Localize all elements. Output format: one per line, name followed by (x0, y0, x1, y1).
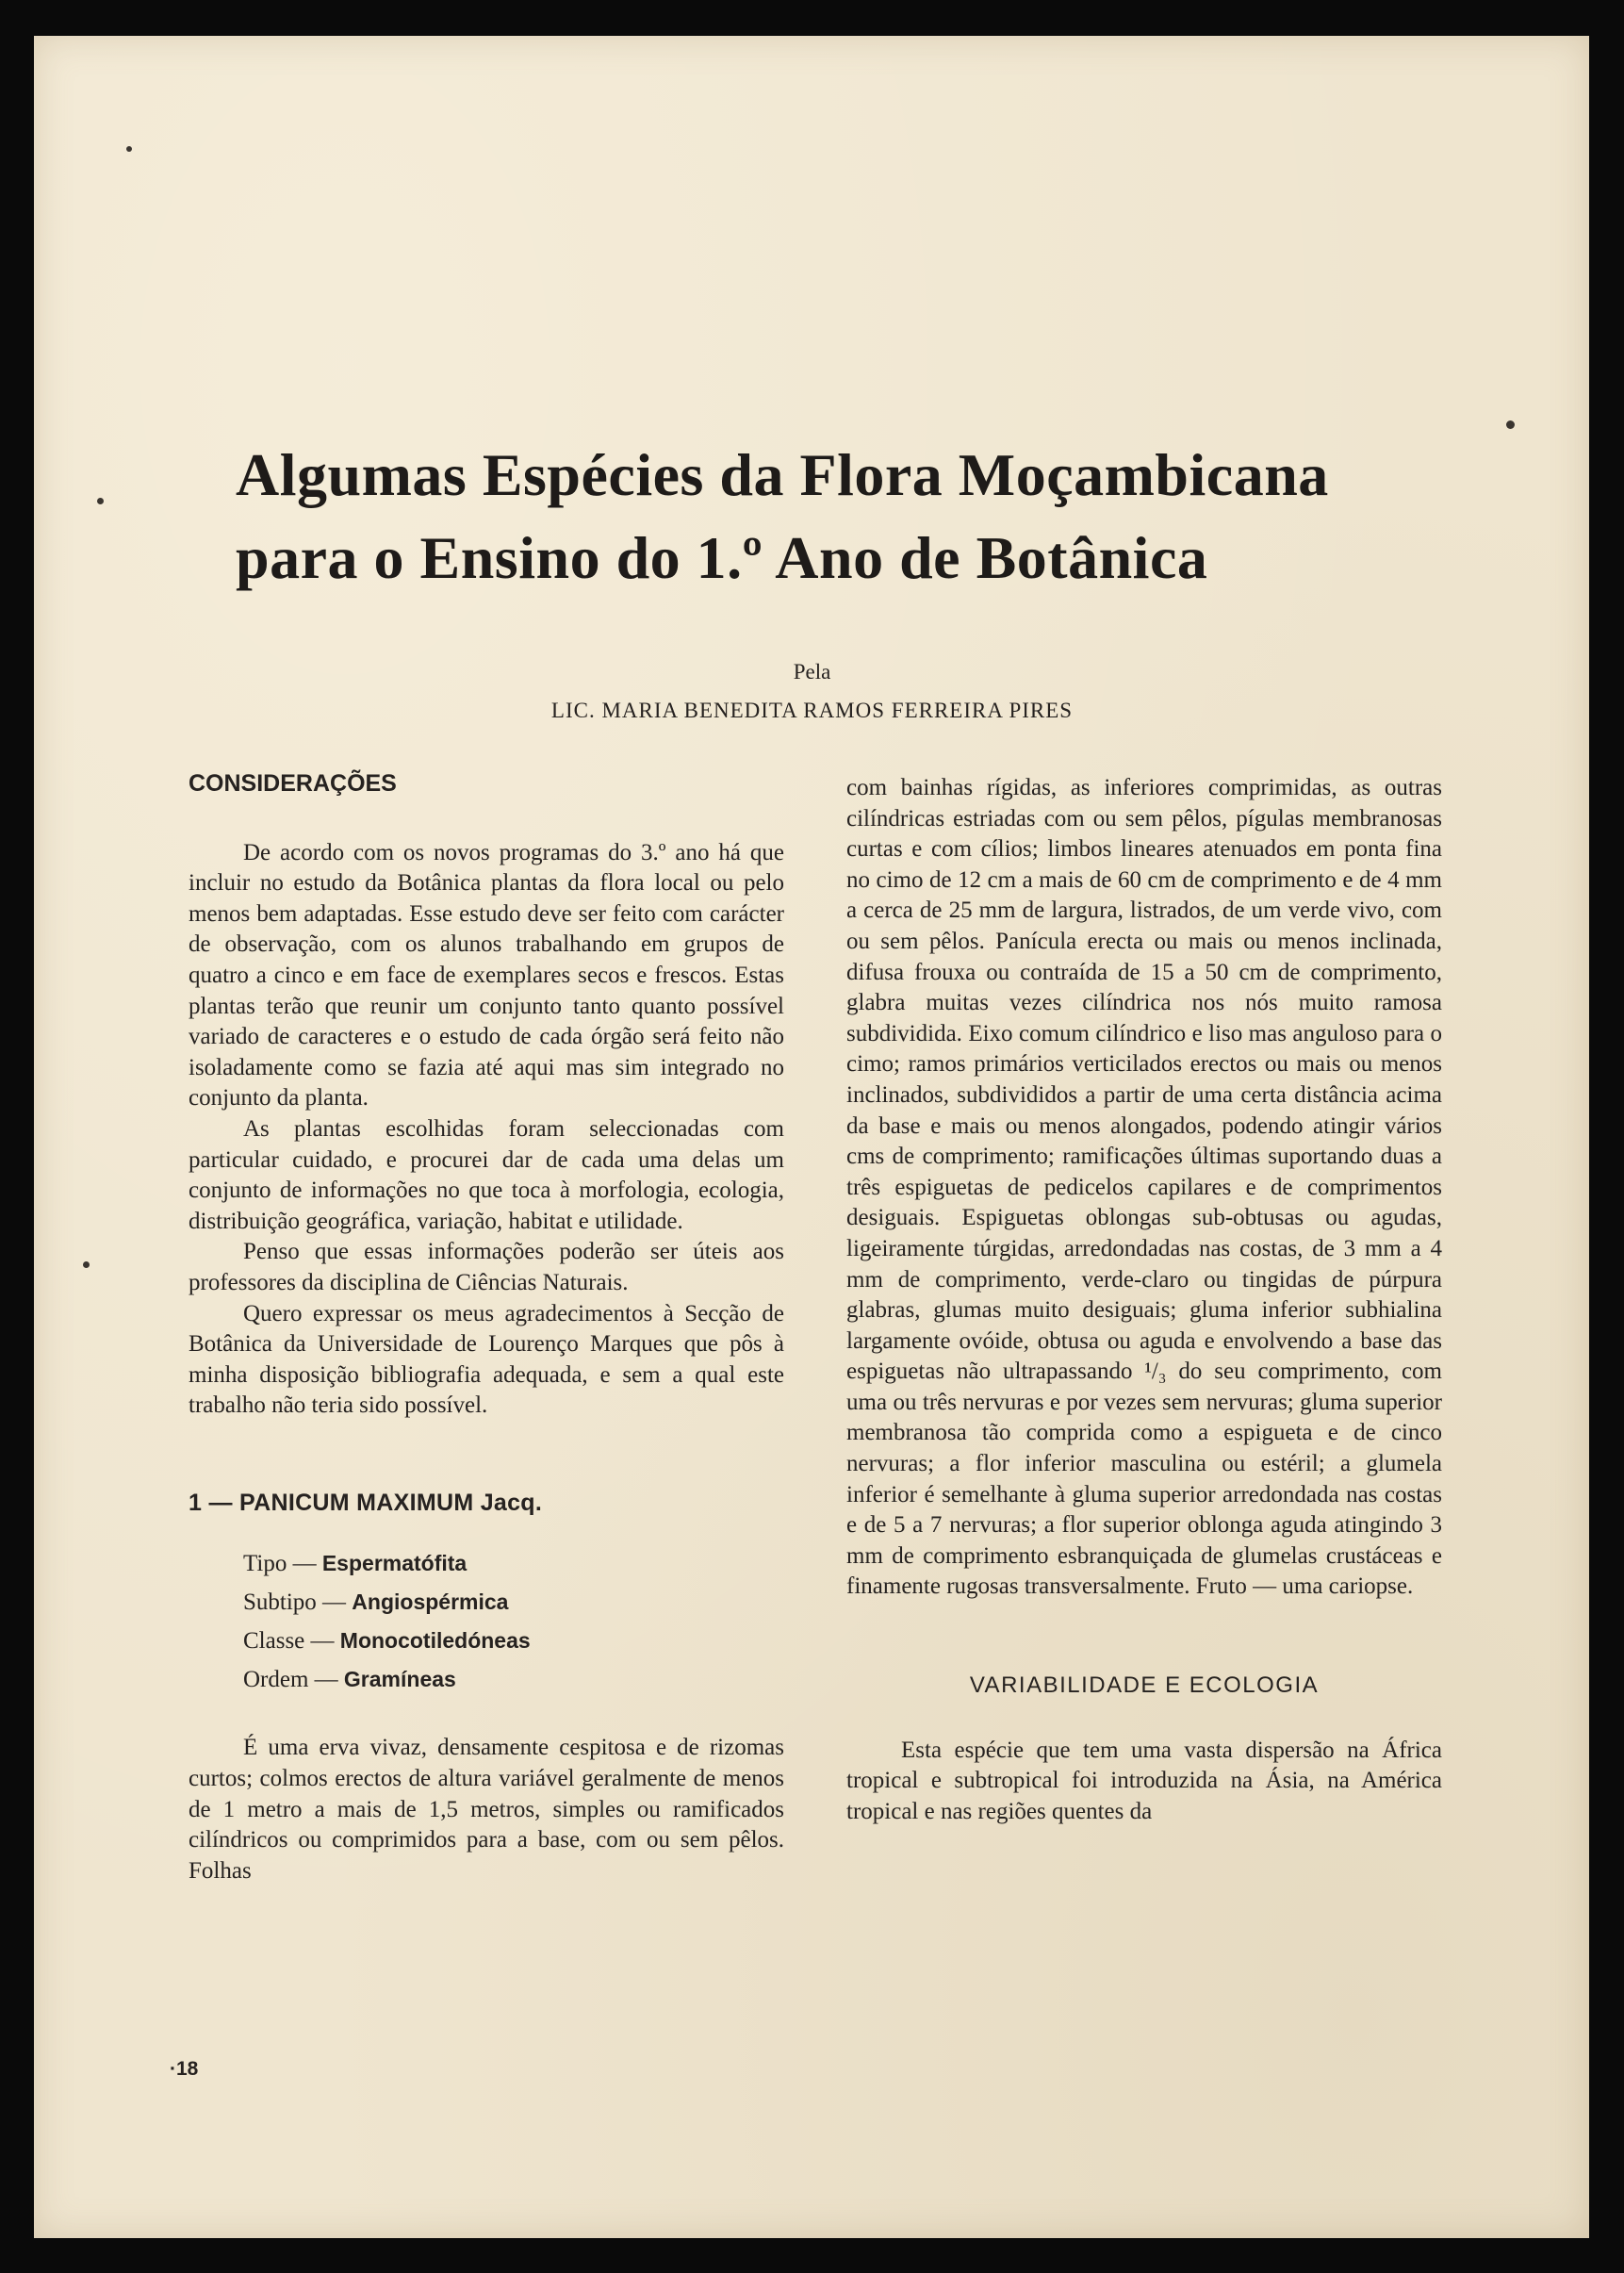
taxonomy-rank: Classe — (243, 1628, 335, 1655)
title-line-2: para o Ensino do 1.º Ano de Botânica (236, 524, 1208, 591)
taxonomy-value: Angiospérmica (352, 1589, 509, 1615)
species-description: É uma erva vivaz, densamente cespitosa e de rizomas curtos; colmos erectos de altura variável geralmente de menos de 1 metro a mais de 1,5 metros, simples ou ramificados cilíndricos ou comprimidos para a base, com ou sem pêlos. Folhas (189, 1735, 784, 1884)
taxonomy-row (243, 1660, 784, 1699)
paragraph: As plantas escolhidas foram seleccionadas com particular cuidado, e procurei dar de cada uma delas um conjunto de informações no que toca à morfologia, ecologia, distribuição geográfica, variação, habitat e utilidade. (189, 1115, 784, 1234)
taxonomy-list (243, 1544, 784, 1699)
paragraph: Quero expressar os meus agradecimentos à Secção de Botânica da Universidade de Lourenço Marques que pôs à minha disposição bibliografia adequada, e sem a qual este trabalho não teria sido possível. (189, 1300, 784, 1419)
left-column (189, 768, 784, 1886)
description-continuation: com bainhas rígidas, as inferiores comprimidas, as outras cilíndricas estriadas com ou sem pêlos, pígulas membranosas curtas e com cílios; limbos lineares atenuados em ponta fina no cimo de 12 cm a mais de 60 cm de comprimento e de 4 mm a cerca de 25 mm de largura, listrados, de um verde vivo, com ou sem pêlos. Panícula erecta ou mais ou menos inclinada, difusa frouxa ou contraída de 15 a 50 cm de comprimento, glabra muitas vezes cilíndrica nos nós muito ramosa subdividida. Eixo comum cilíndrico e liso mas anguloso para o cimo; ramos primários verticilados erectos ou mais ou menos inclinados, subdivididos a partir de uma certa distância acima da base e mais ou menos alongados, podendo atingir vários cms de comprimento; ramificações últimas suportando duas a três espiguetas de pedicelos capilares e de comprimentos desiguais. Espiguetas oblongas sub-obtusas ou agudas, ligeiramente túrgidas, arredondadas nas costas, de 3 mm a 4 mm de comprimento, verde-claro ou tingidas de púrpura glabras, glumas muito desiguais; gluma inferior subhialina largamente ovóide, obtusa ou aguda e envolvendo a base das espiguetas não ultrapassando ¹/₃ do seu comprimento, com uma ou três nervuras e por vezes sem nervuras; gluma superior membranosa tão comprida como a espigueta e de cinco nervuras; a flor inferior masculina ou estéril; a glumela inferior é semelhante à gluma superior arredondada nas costas e de 5 a 7 nervuras; a flor superior oblonga aguda atingindo 3 mm de comprimento esbranquiçada de glumelas crustáceas e finamente rugosas transversalmente. Fruto — uma cariopse. (846, 775, 1442, 1600)
title-line-1: Algumas Espécies da Flora Moçambicana (236, 441, 1329, 508)
taxonomy-rank: Ordem — (243, 1667, 338, 1693)
page-speck (83, 1261, 90, 1268)
byline-author: LIC. MARIA BENEDITA RAMOS FERREIRA PIRES (550, 699, 1074, 722)
taxonomy-value: Espermatófita (321, 1551, 468, 1576)
page-speck (126, 146, 132, 152)
taxonomy-value: Gramíneas (343, 1667, 456, 1692)
taxonomy-rank: Subtipo — (243, 1589, 347, 1616)
taxonomy-value: Monocotiledóneas (339, 1628, 531, 1654)
section-heading-consideracoes: CONSIDERAÇÕES (189, 770, 397, 797)
paragraph: Penso que essas informações poderão ser úteis aos professores da disciplina de Ciências Naturais. (189, 1239, 784, 1295)
species-heading: 1 — PANICUM MAXIMUM Jacq. (189, 1489, 543, 1516)
byline-pela: Pela (793, 660, 831, 684)
paragraph: Esta espécie que tem uma vasta dispersão na África tropical e subtropical foi introduzida na Ásia, na América tropical e nas regiões quentes da (846, 1737, 1442, 1824)
section-heading-variabilidade: VARIABILIDADE E ECOLOGIA (969, 1672, 1320, 1699)
page-speck (97, 498, 104, 504)
taxonomy-row (243, 1544, 784, 1583)
paragraph: De acordo com os novos programas do 3.º ano há que incluir no estudo da Botânica plantas da flora local ou pelo menos bem adaptadas. Esse estudo deve ser feito com carácter de observação, com os alunos trabalhando em grupos de quatro a cinco e em face de exemplares secos e frescos. Estas plantas terão que reunir um conjunto tanto quanto possível variado de caracteres e o estudo de cada órgão será feito não isoladamente como se fazia até aqui mas sim integrado no conjunto da planta. (189, 839, 784, 1112)
page-number: ·18 (170, 2058, 199, 2080)
page-speck (1506, 420, 1515, 429)
article-title (236, 434, 1395, 600)
taxonomy-row (243, 1622, 784, 1660)
taxonomy-row (243, 1583, 784, 1622)
taxonomy-rank: Tipo — (243, 1551, 317, 1577)
right-column (846, 773, 1442, 1827)
